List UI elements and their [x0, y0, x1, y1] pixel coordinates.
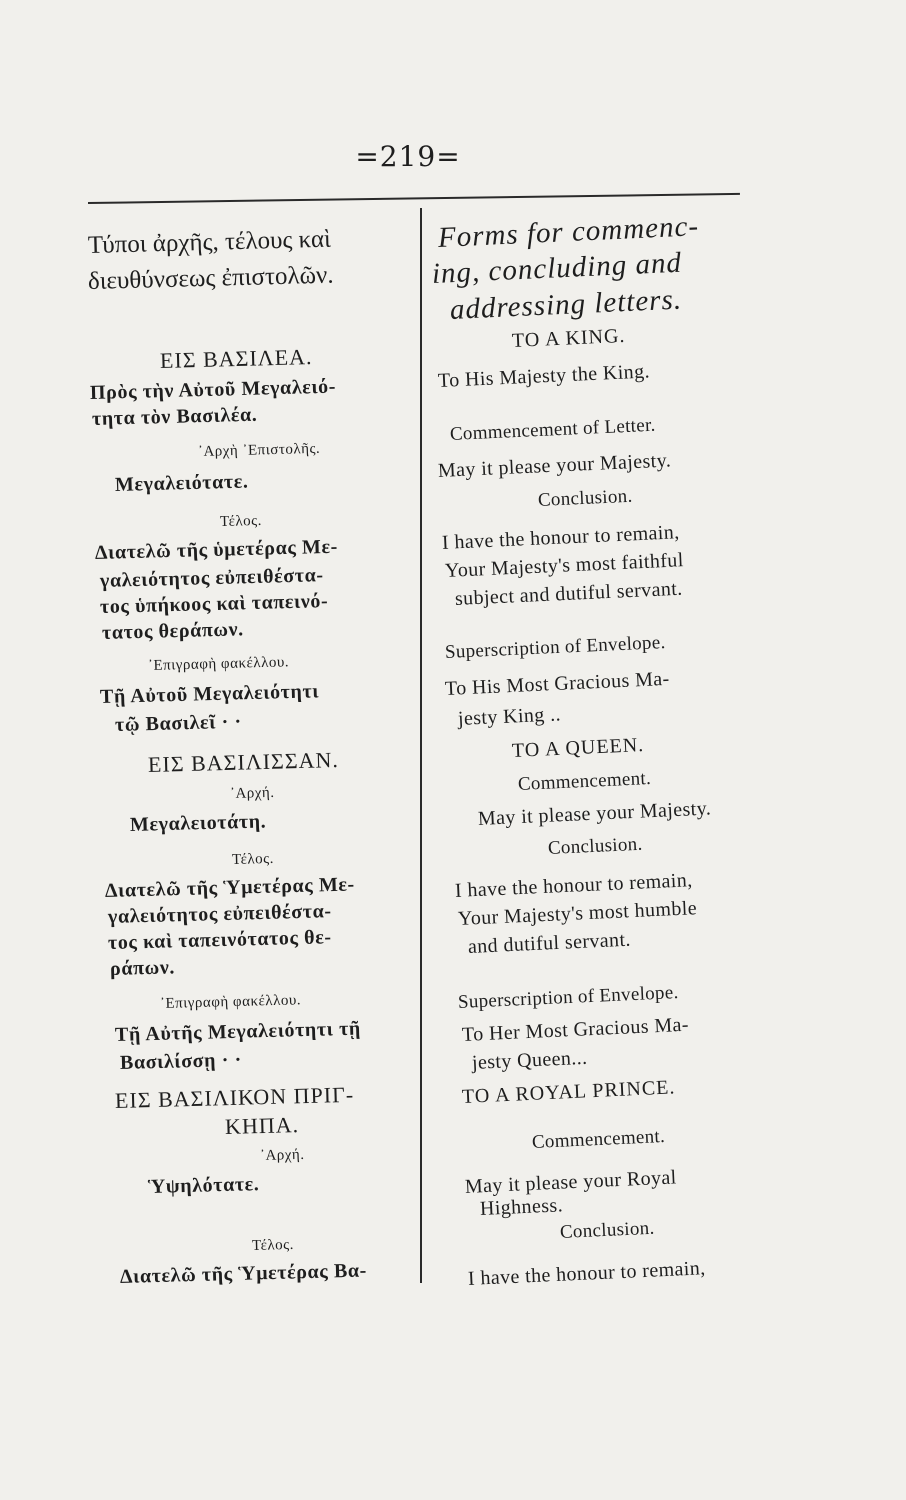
greek-queen-end-line: γαλειότητος εὐπειθέστα-	[107, 900, 332, 928]
english-king-end-label: Conclusion.	[537, 485, 633, 511]
english-queen-super-label: Superscription of Envelope.	[457, 981, 679, 1013]
english-king-super-label: Superscription of Envelope.	[444, 631, 666, 663]
english-king-end-line: subject and dutiful servant.	[454, 577, 684, 610]
greek-prince-heading-line: ΕΙΣ ΒΑΣΙΛΙΚΟΝ ΠΡΙΓ-	[114, 1081, 355, 1113]
english-queen-end-label: Conclusion.	[547, 833, 643, 859]
english-queen-heading: TO A QUEEN.	[511, 734, 645, 762]
greek-prince-heading-line: ΚΗΠΑ.	[224, 1112, 300, 1139]
greek-king-start-text: Μεγαλειότατε.	[114, 470, 249, 496]
english-prince-start-label: Commencement.	[531, 1125, 666, 1153]
greek-title-line: διευθύνσεως ἐπιστολῶν.	[87, 261, 334, 295]
english-king-address: To His Majesty the King.	[437, 360, 651, 392]
greek-king-end-line: τατος θεράπων.	[101, 618, 245, 644]
greek-queen-start-label: ᾿Αρχή.	[229, 784, 275, 802]
english-title-line: ing, concluding and	[431, 246, 683, 290]
english-king-start-text: May it please your Majesty.	[437, 449, 672, 482]
english-prince-start-line: May it please your Royal	[464, 1166, 678, 1198]
english-queen-end-line: and dutiful servant.	[467, 928, 632, 958]
greek-king-address-line: Πρὸς τὴν Αὐτοῦ Μεγαλειό-	[89, 375, 337, 404]
greek-queen-end-line: Διατελῶ τῆς Ὑμετέρας Με-	[104, 873, 356, 902]
greek-queen-start-text: Μεγαλειοτάτη.	[129, 810, 267, 836]
english-king-super-line: To His Most Gracious Ma-	[444, 667, 671, 700]
english-queen-end-line: Your Majesty's most humble	[457, 897, 698, 930]
english-prince-heading: TO A ROYAL PRINCE.	[461, 1076, 676, 1108]
header-rule	[88, 193, 740, 204]
greek-queen-end-line: ράπων.	[109, 956, 176, 980]
english-queen-super-line: To Her Most Gracious Ma-	[461, 1013, 690, 1046]
greek-king-end-label: Τέλος.	[219, 512, 263, 530]
greek-queen-end-label: Τέλος.	[231, 850, 275, 868]
english-prince-start-line: Highness.	[479, 1194, 564, 1220]
page-number: =219=	[355, 140, 461, 173]
greek-king-heading: ΕΙΣ ΒΑΣΙΛΕΑ.	[159, 344, 313, 373]
english-queen-end-line: I have the honour to remain,	[454, 869, 694, 902]
greek-queen-super-line: Τῇ Αὐτῆς Μεγαλειότητι τῇ	[114, 1017, 362, 1046]
greek-king-super-label: ᾿Επιγραφὴ φακέλλου.	[147, 654, 290, 674]
greek-king-end-line: Διατελῶ τῆς ὑμετέρας Με-	[94, 535, 339, 564]
greek-king-super-line: Τῇ Αὐτοῦ Μεγαλειότητι	[99, 680, 320, 708]
greek-title-line: Τύποι ἀρχῆς, τέλους καὶ	[87, 225, 332, 259]
greek-prince-end-label: Τέλος.	[251, 1236, 295, 1254]
greek-prince-start-label: ᾿Αρχή.	[259, 1146, 305, 1164]
english-king-super-line: jesty King ..	[457, 703, 562, 730]
english-prince-end-line: I have the honour to remain,	[467, 1257, 707, 1290]
greek-king-end-line: γαλειότητος εὐπειθέστα-	[99, 564, 324, 592]
english-king-end-line: I have the honour to remain,	[441, 521, 681, 554]
greek-queen-heading: ΕΙΣ ΒΑΣΙΛΙΣΣΑΝ.	[147, 747, 340, 777]
english-prince-end-label: Conclusion.	[559, 1217, 655, 1243]
english-title-line: addressing letters.	[449, 283, 683, 326]
english-queen-super-line: jesty Queen...	[471, 1046, 588, 1074]
english-title-line: Forms for commenc-	[437, 210, 700, 254]
greek-king-address-line: τητα τὸν Βασιλέα.	[91, 403, 258, 430]
english-queen-start-label: Commencement.	[517, 767, 652, 795]
greek-king-start-label: ᾿Αρχὴ ᾿Επιστολῆς.	[197, 440, 321, 460]
greek-queen-super-label: ᾿Επιγραφὴ φακέλλου.	[159, 992, 302, 1012]
greek-prince-start-text: Ὑψηλότατε.	[147, 1173, 260, 1198]
english-king-start-label: Commencement of Letter.	[449, 414, 657, 445]
greek-queen-super-line: Βασιλίσσῃ · ·	[119, 1048, 243, 1074]
greek-queen-end-line: τος καὶ ταπεινότατος θε-	[107, 926, 332, 954]
column-divider	[420, 208, 422, 1283]
greek-king-super-line: τῷ Βασιλεῖ · ·	[114, 710, 242, 736]
english-king-heading: TO A KING.	[511, 324, 626, 352]
english-king-end-line: Your Majesty's most faithful	[444, 549, 685, 582]
english-queen-start-text: May it please your Majesty.	[477, 797, 712, 830]
greek-prince-end-line: Διατελῶ τῆς Ὑμετέρας Βα-	[119, 1259, 368, 1288]
greek-king-end-line: τος ὑπήκοος καὶ ταπεινό-	[99, 590, 329, 618]
